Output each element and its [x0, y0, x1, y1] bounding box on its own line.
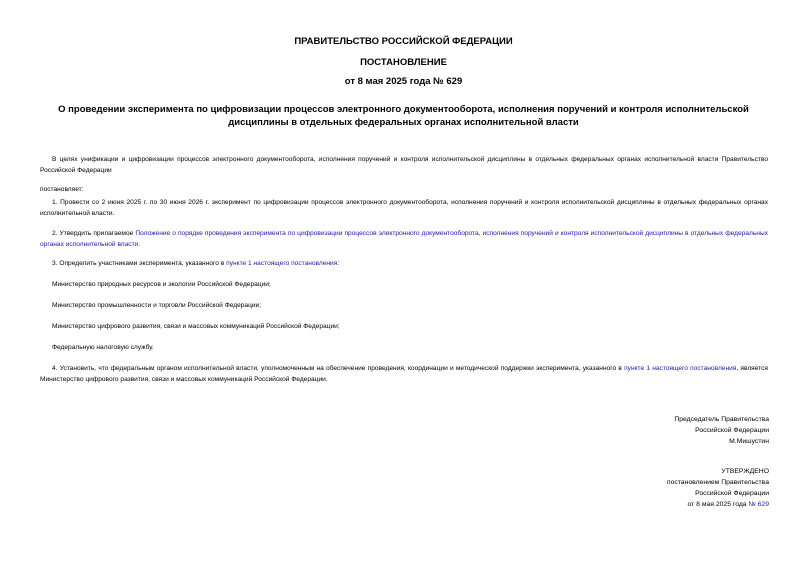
- signature-block: [674, 414, 769, 447]
- paragraph-2-suffix: .: [138, 241, 141, 248]
- clause-1-link[interactable]: пункте 1 настоящего постановления: [624, 365, 737, 372]
- participant-item: Министерство цифрового развития, связи и массовых коммуникаций Российской Федерации;: [52, 323, 340, 330]
- paragraph-2: [40, 228, 768, 250]
- clause-1-link[interactable]: пункте 1 настоящего постановления: [226, 260, 338, 267]
- approval-date: [667, 499, 769, 510]
- signature-position-cont: Российской Федерации: [695, 427, 769, 434]
- paragraph-3-suffix: :: [337, 260, 340, 267]
- document-date-number: от 8 мая 2025 года № 629: [344, 76, 463, 87]
- paragraph-3: [40, 258, 768, 269]
- issuer-heading: ПРАВИТЕЛЬСТВО РОССИЙСКОЙ ФЕДЕРАЦИИ: [294, 36, 513, 47]
- approval-title: УТВЕРЖДЕНО: [721, 468, 769, 475]
- signature-position: Председатель Правительства: [674, 416, 769, 423]
- document-title: О проведении эксперимента по цифровизации процессов электронного документооборота, исполнения поручений и контроля исполнительской дисциплины в отдельных федеральных органах исполнительной власти: [58, 104, 749, 128]
- approval-block: [667, 466, 769, 510]
- decides-line: постановляет:: [40, 186, 84, 193]
- paragraph-4-suffix: , является Министерство цифрового развития, связи и массовых коммуникаций Российской Федерации.: [40, 365, 769, 383]
- paragraph-3-prefix: 3. Определить участниками эксперимента, указанного в: [52, 260, 227, 267]
- paragraph-4-prefix: 4. Установить, что федеральным органом исполнительной власти, уполномоченным на обеспечение проведения, координации и методической поддержки эксперимента, указанного в: [52, 365, 625, 372]
- approval-date-prefix: от 8 мая 2025 года: [687, 501, 749, 508]
- participant-item: Министерство промышленности и торговли Российской Федерации;: [52, 302, 262, 309]
- paragraph-2-prefix: 2. Утвердить прилагаемое: [52, 230, 136, 237]
- document-type: ПОСТАНОВЛЕНИЕ: [360, 57, 447, 68]
- approval-line-1: постановлением Правительства: [666, 479, 769, 486]
- paragraph-1: 1. Провести со 2 июня 2025 г. по 30 июня 2026 г. эксперимент по цифровизации процессов электронного документооборота, исполнения поручений и контроля исполнительской дисциплины в отдельных федеральных органах исполнительной власти.: [40, 199, 768, 217]
- regulation-link[interactable]: Положение о порядке проведения эксперимента по цифровизации процессов электронного документооборота, исполнения поручений и контроля исполнительской дисциплины в отдельных федеральных органах исполнительной власти: [40, 230, 768, 248]
- participant-item: Министерство природных ресурсов и экологии Российской Федерации;: [52, 281, 271, 288]
- paragraph-4: [40, 363, 768, 385]
- intro-paragraph: В целях унификации и цифровизации процессов электронного документооборота, исполнения поручений и контроля исполнительской дисциплины в отдельных федеральных органах исполнительной власти Правительство Российской Федерации: [40, 156, 768, 174]
- approval-line-2: Российской Федерации: [695, 490, 769, 497]
- participant-item: Федеральную налоговую службу.: [52, 344, 154, 351]
- decree-number-link[interactable]: № 629: [748, 501, 769, 508]
- signature-name: М.Мишустин: [729, 438, 769, 445]
